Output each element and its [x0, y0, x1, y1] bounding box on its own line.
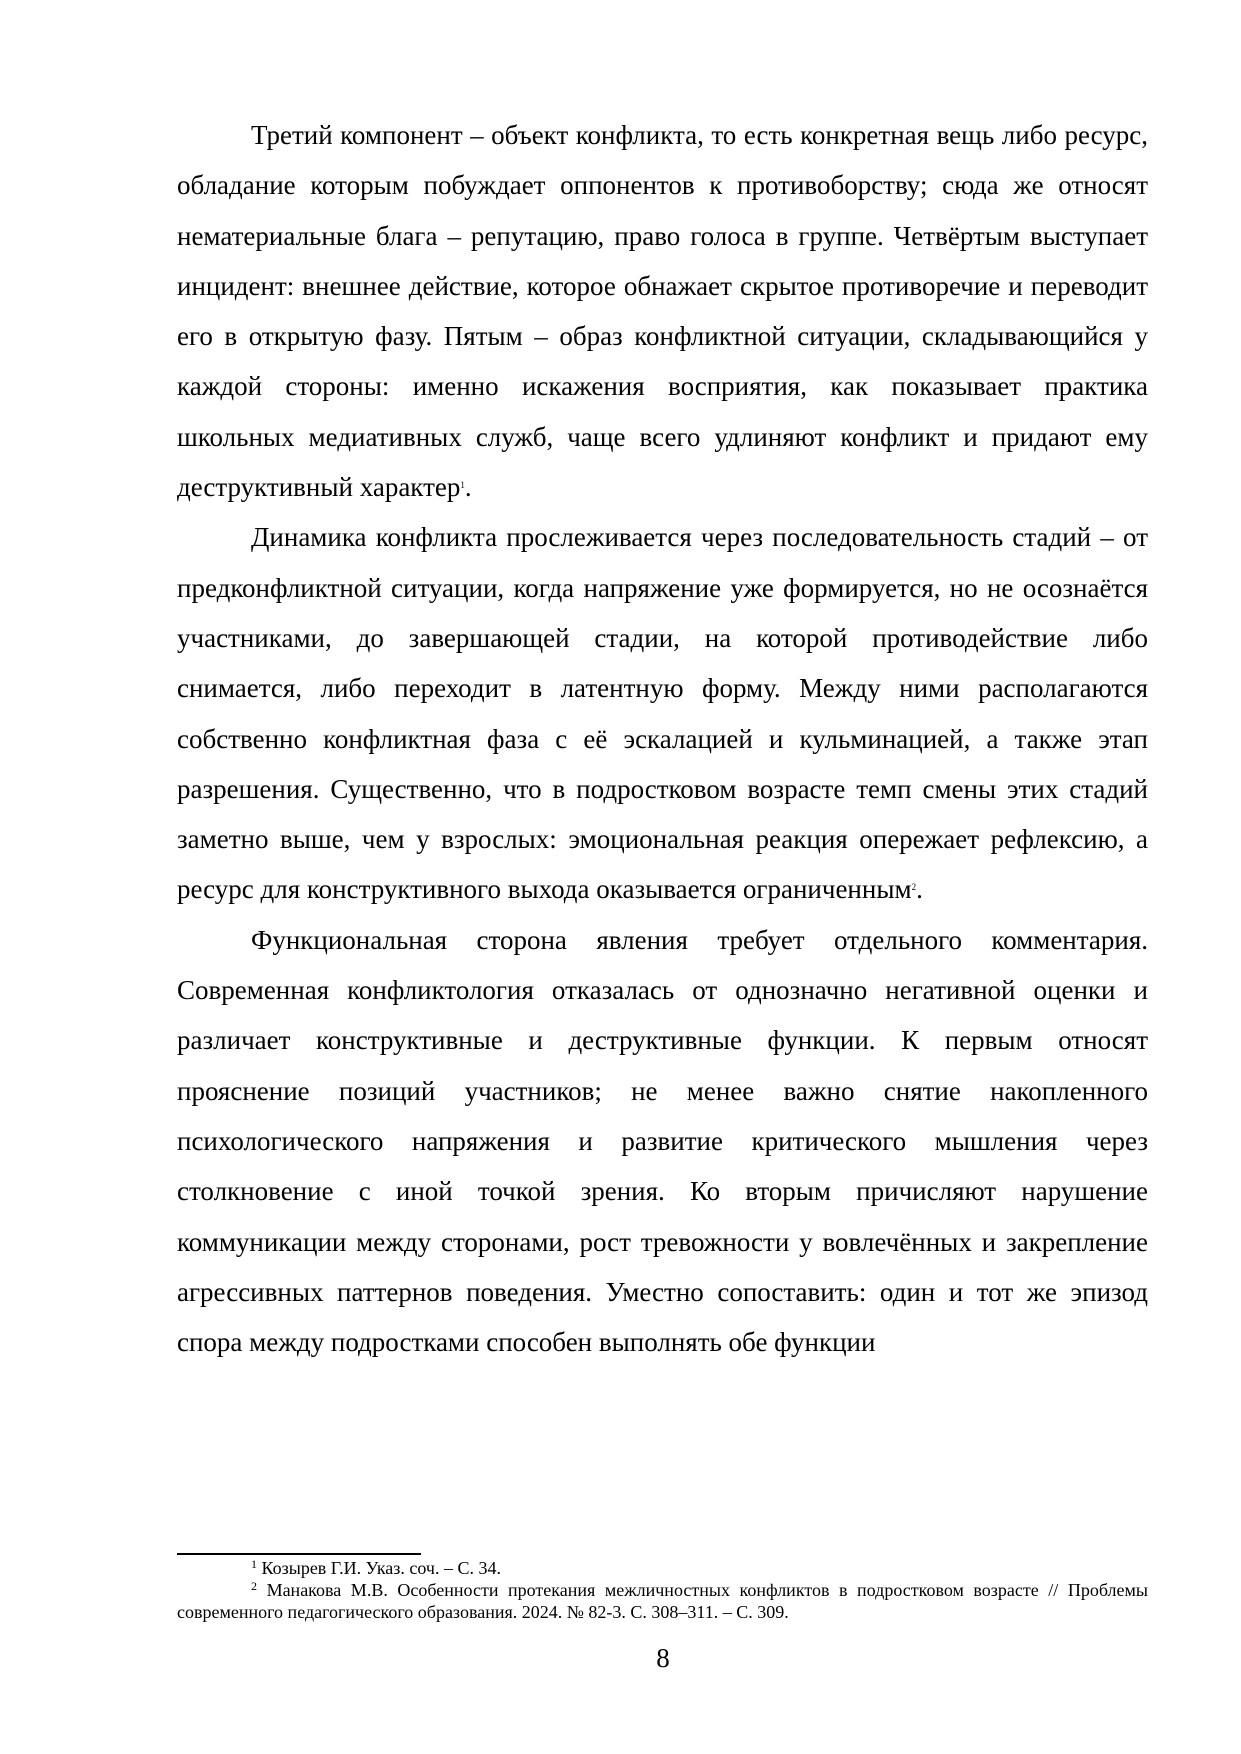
paragraph-conflict-dynamics — [177, 512, 1148, 914]
paragraph-end-punctuation: . — [464, 472, 472, 503]
paragraph-end-punctuation: . — [916, 874, 923, 905]
footnote-separator — [177, 1553, 421, 1555]
footnote-number: 2 — [251, 1579, 257, 1593]
paragraph-conflict-functions — [177, 915, 1148, 1368]
paragraph-text: Динамика конфликта прослеживается через последовательность стадий – от предконфликтной ситуации, когда напряжение уже формируется, но не осознаётся участниками, до завершающей стадии, на которой противодействие либо снимается, либо переходит в латентную форму. Между ними располагаются собственно конфликтная фаза с её эскалацией и кульминацией, а также этап разрешения. Существенно, что в подростковом возрасте темп смены этих стадий заметно выше, чем у взрослых: эмоциональная реакция опережает рефлексию, а ресурс для конструктивного выхода оказывается ограниченным — [177, 522, 1148, 905]
footnote-reference-2[interactable]: 2 — [911, 882, 917, 893]
body-text — [177, 110, 1148, 1367]
footnote-number: 1 — [251, 1557, 257, 1571]
footnote-text: Манакова М.В. Особенности протекания межличностных конфликтов в подростковом возрасте // Проблемы современного педагогического образования. 2024. № 82-3. С. 308–311. – С. 309. — [177, 1580, 1149, 1622]
paragraph-text: Функциональная сторона явления требует отдельного комментария. Современная конфликтология отказалась от однозначно негативной оценки и различает конструктивные и деструктивные функции. К первым относят прояснение позиций участников; не менее важно снятие накопленного психологического напряжения и развитие критического мышления через столкновение с иной точкой зрения. Ко вторым причисляют нарушение коммуникации между сторонами, рост тревожности у вовлечённых и закрепление агрессивных паттернов поведения. Уместно сопоставить: один и тот же эпизод спора между подростками способен выполнять обе функции — [177, 924, 1148, 1358]
footnote-text: Козырев Г.И. Указ. соч. – С. 34. — [261, 1558, 501, 1578]
page-number: 8 — [656, 1643, 670, 1673]
paragraph-object-of-conflict — [177, 110, 1148, 512]
footnotes — [177, 1557, 1148, 1623]
footnote-reference-1[interactable]: 1 — [460, 480, 465, 491]
footnote-2 — [177, 1579, 1148, 1623]
footnote-1 — [177, 1557, 1148, 1579]
paragraph-text: Третий компонент – объект конфликта, то есть конкретная вещь либо ресурс, обладание которым побуждает оппонентов к противоборству; сюда же относят нематериальные блага – репутацию, право голоса в группе. Четвёртым выступает инцидент: внешнее действие, которое обнажает скрытое противоречие и переводит его в открытую фазу. Пятым – образ конфликтной ситуации, складывающийся у каждой стороны: именно искажения восприятия, как показывает практика школьных медиативных служб, чаще всего удлиняют конфликт и придают ему деструктивный характер — [177, 120, 1148, 503]
